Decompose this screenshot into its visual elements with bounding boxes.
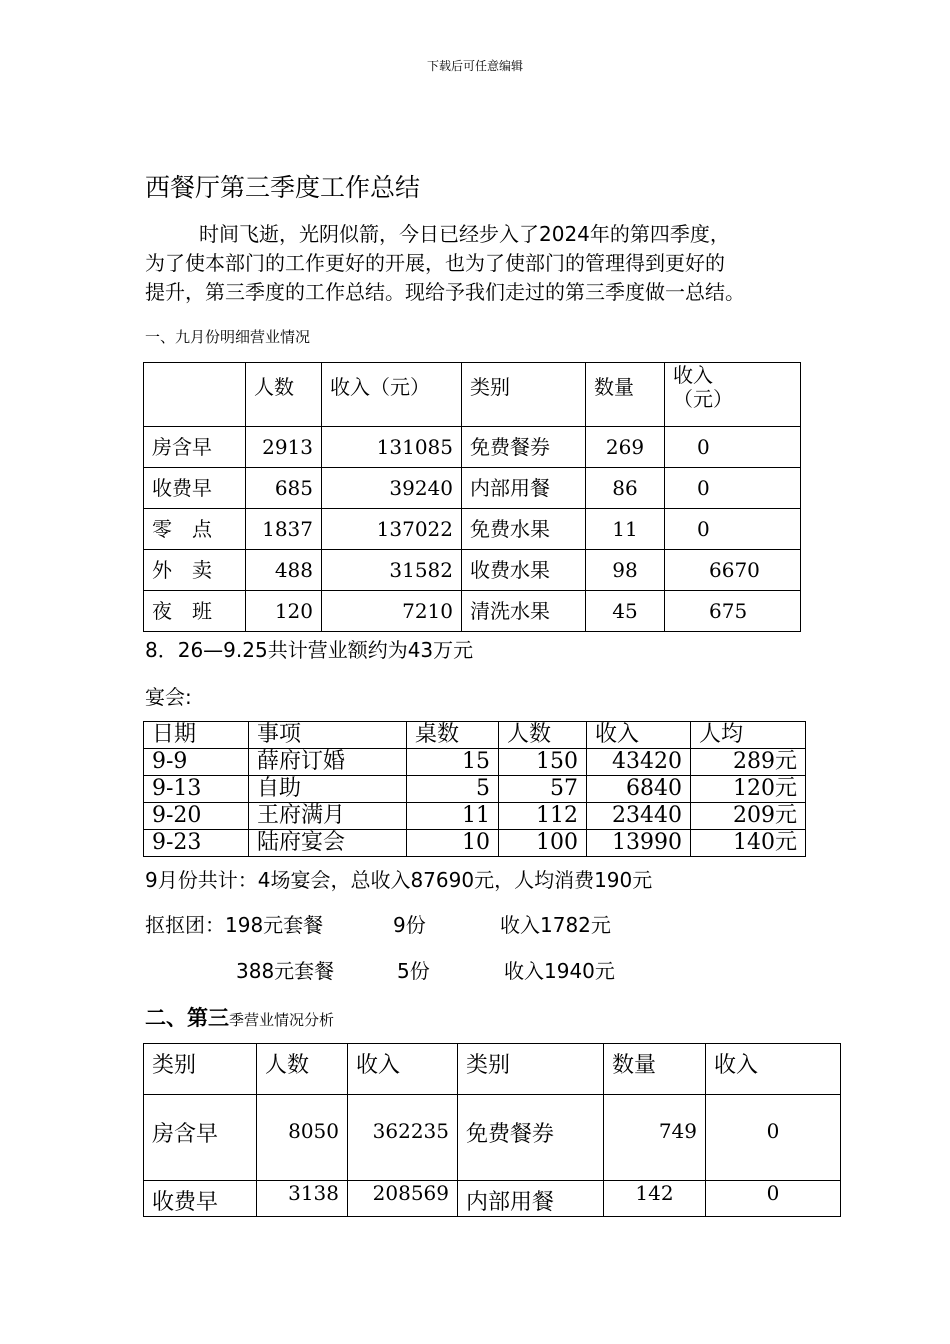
table-row: 夜 班 120 7210 清洗水果 45 675 bbox=[144, 591, 801, 632]
header-cell: 人数 bbox=[246, 363, 322, 427]
intro-line-1: 时间飞逝，光阴似箭，今日已经步入了2024年的第四季度， bbox=[199, 222, 730, 246]
banquet-summary: 9月份共计：4场宴会，总收入87690元，人均消费190元 bbox=[145, 868, 653, 892]
group-buy-line-2: 388元套餐 5份 收入1940元 bbox=[236, 959, 615, 983]
intro-line-3: 提升，第三季度的工作总结。现给予我们走过的第三季度做一总结。 bbox=[145, 280, 745, 304]
table-row: 9-23 陆府宴会 10 100 13990 140元 bbox=[144, 830, 806, 857]
header-cell: 数量 bbox=[586, 363, 665, 427]
banquet-table bbox=[143, 721, 806, 857]
table-row: 零 点 1837 137022 免费水果 11 0 bbox=[144, 509, 801, 550]
banquet-label: 宴会: bbox=[145, 685, 192, 709]
table-header-row: 日期 事项 桌数 人数 收入 人均 bbox=[144, 722, 806, 749]
table-row: 外 卖 488 31582 收费水果 98 6670 bbox=[144, 550, 801, 591]
page-header: 下载后可任意编辑 bbox=[426, 59, 523, 73]
document-title: 西餐厅第三季度工作总结 bbox=[145, 173, 421, 202]
table-header-row: 类别 人数 收入 类别 数量 收入 bbox=[144, 1044, 841, 1095]
intro-paragraph bbox=[145, 220, 815, 307]
table-row: 房含早 2913 131085 免费餐券 269 0 bbox=[144, 427, 801, 468]
table-row: 收费早 685 39240 内部用餐 86 0 bbox=[144, 468, 801, 509]
table-row: 房含早 8050 362235 免费餐券 749 0 bbox=[144, 1095, 841, 1181]
intro-line-2: 为了使本部门的工作更好的开展，也为了使部门的管理得到更好的 bbox=[145, 251, 725, 275]
header-cell bbox=[144, 363, 246, 427]
section-1-title: 一、九月份明细营业情况 bbox=[145, 328, 311, 346]
table-row: 9-13 自助 5 57 6840 120元 bbox=[144, 776, 806, 803]
group-buy-line-1: 抠抠团：198元套餐 9份 收入1782元 bbox=[145, 913, 611, 937]
q3-analysis-table bbox=[143, 1043, 841, 1217]
table-row: 9-20 王府满月 11 112 23440 209元 bbox=[144, 803, 806, 830]
table-header-row bbox=[144, 363, 801, 427]
group-buy-label: 抠抠团： bbox=[145, 913, 225, 937]
september-detail-table bbox=[143, 362, 801, 632]
section-2-title: 二、第三季营业情况分析 bbox=[145, 1006, 335, 1030]
header-cell: 类别 bbox=[462, 363, 586, 427]
revenue-summary: 8．26—9.25共计营业额约为43万元 bbox=[145, 638, 474, 662]
table-row: 9-9 薛府订婚 15 150 43420 289元 bbox=[144, 749, 806, 776]
table-row: 收费早 3138 208569 内部用餐 142 0 bbox=[144, 1181, 841, 1217]
header-cell: 收入（元） bbox=[322, 363, 462, 427]
header-cell: 收入 （元） bbox=[665, 363, 801, 427]
